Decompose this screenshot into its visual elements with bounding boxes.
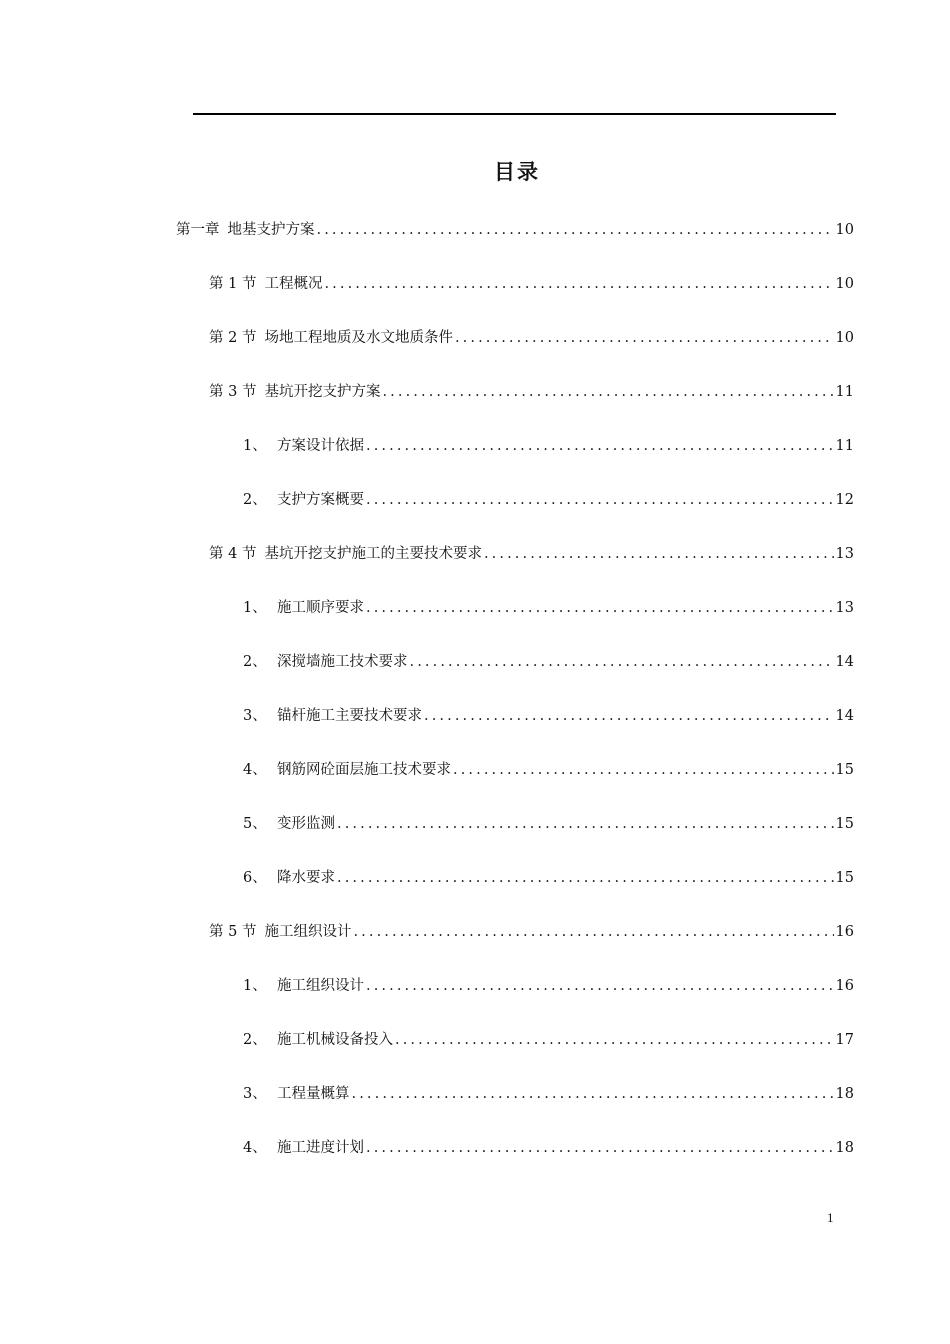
toc-dot-leader (382, 381, 833, 403)
toc-entry-page: 14 (835, 708, 854, 724)
toc-entry-number: 4、 (243, 762, 267, 778)
toc-entry-page: 13 (835, 600, 854, 616)
toc-dot-leader (337, 813, 834, 835)
toc-entry-title: 深搅墙施工技术要求 (277, 654, 408, 670)
toc-entry[interactable] (243, 597, 854, 619)
toc-entry[interactable] (243, 1083, 854, 1105)
toc-entry-title: 工程概况 (264, 276, 323, 292)
toc-entry[interactable] (209, 273, 854, 295)
toc-entry[interactable] (243, 651, 854, 673)
toc-entry-title: 施工组织设计 (264, 924, 352, 940)
toc-dot-leader (484, 543, 834, 565)
toc-entry-title: 支护方案概要 (277, 492, 364, 508)
toc-entry-title: 地基支护方案 (227, 222, 315, 238)
toc-entry-page: 10 (835, 330, 854, 346)
toc-entry-page: 10 (835, 222, 854, 238)
toc-entry-number: 第一章 (176, 222, 220, 238)
toc-dot-leader (410, 651, 834, 673)
toc-dot-leader (317, 219, 834, 241)
toc-entry-page: 18 (835, 1086, 854, 1102)
toc-entry[interactable] (209, 381, 854, 403)
toc-entry[interactable] (243, 1137, 854, 1159)
toc-entry-title: 基坑开挖支护方案 (264, 384, 381, 400)
toc-entry-number: 2、 (243, 1032, 267, 1048)
toc-entry-title: 变形监测 (277, 816, 335, 832)
toc-dot-leader (352, 1083, 834, 1105)
toc-entry-number: 第 4 节 (209, 546, 257, 562)
toc-entry-page: 15 (835, 870, 854, 886)
toc-dot-leader (453, 759, 834, 781)
toc-entry-title: 施工机械设备投入 (277, 1032, 393, 1048)
toc-dot-leader (455, 327, 834, 349)
toc-entry-number: 第 5 节 (209, 924, 257, 940)
toc-dot-leader (353, 921, 833, 943)
toc-entry-number: 5、 (243, 816, 267, 832)
toc-dot-leader (366, 435, 834, 457)
toc-entry-number: 3、 (243, 708, 267, 724)
toc-entry[interactable] (209, 543, 854, 565)
toc-entry[interactable] (243, 1029, 854, 1051)
toc-entry-page: 16 (835, 978, 854, 994)
toc-entry-title: 降水要求 (277, 870, 335, 886)
toc-entry-number: 3、 (243, 1086, 267, 1102)
toc-entry-title: 工程量概算 (277, 1086, 350, 1102)
toc-entry-number: 第 1 节 (209, 276, 257, 292)
toc-entry-page: 16 (835, 924, 854, 940)
toc-entry-title: 方案设计依据 (277, 438, 364, 454)
toc-entry-title: 基坑开挖支护施工的主要技术要求 (264, 546, 482, 562)
toc-entry-page: 18 (835, 1140, 854, 1156)
toc-entry-page: 14 (835, 654, 854, 670)
toc-entry[interactable] (176, 219, 854, 241)
toc-entry-title: 施工顺序要求 (277, 600, 364, 616)
toc-entry-number: 第 3 节 (209, 384, 257, 400)
toc-entry-page: 17 (835, 1032, 854, 1048)
toc-entry-page: 12 (835, 492, 854, 508)
toc-entry[interactable] (243, 489, 854, 511)
toc-entry-number: 第 2 节 (209, 330, 257, 346)
toc-entry-title: 施工组织设计 (277, 978, 364, 994)
toc-title: 目录 (494, 160, 540, 184)
toc-entry[interactable] (243, 867, 854, 889)
toc-entry-page: 13 (835, 546, 854, 562)
toc-entry[interactable] (243, 975, 854, 997)
toc-entry-page: 10 (835, 276, 854, 292)
toc-dot-leader (366, 489, 834, 511)
toc-dot-leader (324, 273, 833, 295)
toc-entry[interactable] (209, 327, 854, 349)
toc-entry-title: 场地工程地质及水文地质条件 (264, 330, 453, 346)
toc-entry-title: 锚杆施工主要技术要求 (277, 708, 422, 724)
toc-entry[interactable] (243, 813, 854, 835)
toc-entry[interactable] (243, 705, 854, 727)
toc-entry[interactable] (243, 435, 854, 457)
toc-entry-number: 4、 (243, 1140, 267, 1156)
toc-dot-leader (395, 1029, 834, 1051)
toc-entry-page: 11 (835, 438, 854, 454)
toc-entry-number: 2、 (243, 654, 267, 670)
toc-entry-title: 施工进度计划 (277, 1140, 364, 1156)
toc-dot-leader (337, 867, 834, 889)
toc-entry-number: 1、 (243, 978, 267, 994)
toc-dot-leader (366, 597, 834, 619)
toc-entry-page: 15 (835, 816, 854, 832)
toc-entry[interactable] (243, 759, 854, 781)
toc-entry-number: 2、 (243, 492, 267, 508)
toc-entry-page: 15 (835, 762, 854, 778)
toc-dot-leader (366, 1137, 834, 1159)
header-rule (193, 113, 836, 115)
toc-entry-page: 11 (835, 384, 854, 400)
toc-entry-number: 1、 (243, 438, 267, 454)
toc-dot-leader (366, 975, 834, 997)
toc-entry-title: 钢筋网砼面层施工技术要求 (277, 762, 451, 778)
toc-entry-number: 1、 (243, 600, 267, 616)
page-number: 1 (827, 1210, 834, 1225)
toc-dot-leader (424, 705, 834, 727)
toc-entry-number: 6、 (243, 870, 267, 886)
toc-entry[interactable] (209, 921, 854, 943)
